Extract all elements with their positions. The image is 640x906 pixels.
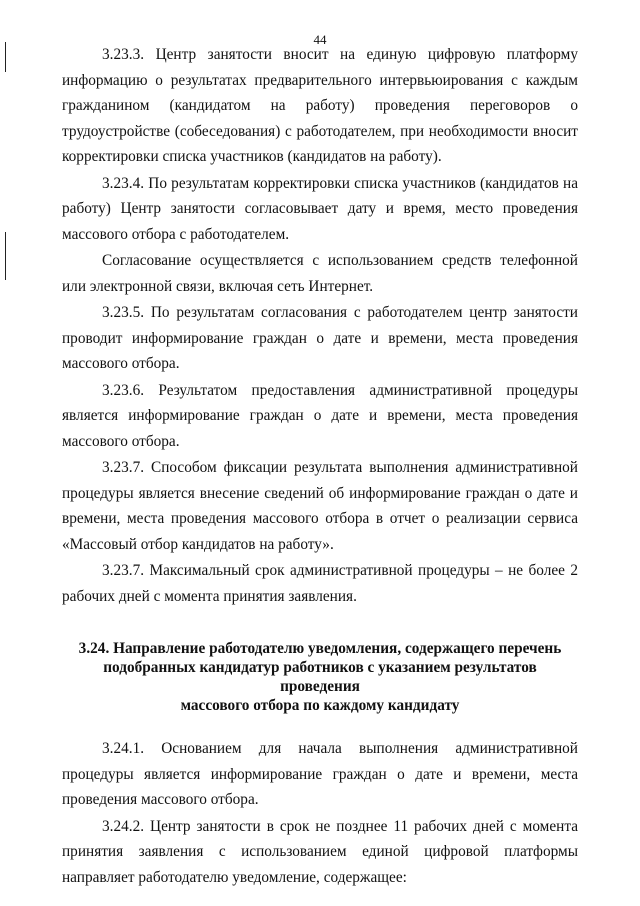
paragraph-3-24-2: 3.24.2. Центр занятости в срок не позднее 11 рабочих дней с момента принятия заявления с использованием единой цифровой платформы направляет работодателю уведомление, содержащее:	[62, 817, 578, 886]
page-number: 44	[313, 32, 327, 47]
section-heading-line: 3.24. Направление работодателю уведомления, содержащего перечень	[78, 640, 562, 657]
paragraph-3-24-1: 3.24.1. Основанием для начала выполнения административной процедуры является информирование граждан о дате и времени, места проведения массового отбора.	[62, 740, 578, 808]
margin-mark-lower	[5, 232, 6, 280]
section-heading-line: массового отбора по каждому кандидату	[180, 697, 460, 714]
document-body	[62, 42, 578, 890]
section-heading-3-24	[62, 639, 578, 715]
paragraph-coordination: Согласование осуществляется с использованием средств телефонной или электронной связи, включая сеть Интернет.	[62, 252, 578, 295]
paragraph-3-23-5: 3.23.5. По результатам согласования с работодателем центр занятости проводит информирование граждан о дате и времени, места проведения массового отбора.	[62, 304, 578, 372]
paragraph-3-23-7-fixation: 3.23.7. Способом фиксации результата выполнения административной процедуры является внесение сведений об информирование граждан о дате и времени, места проведения массового отбора в отчет о реализации сервиса «Массовый отбор кандидатов на работу».	[62, 459, 578, 553]
section-heading-line: подобранных кандидатур работников с указанием результатов проведения	[103, 659, 537, 695]
paragraph-3-23-4: 3.23.4. По результатам корректировки списка участников (кандидатов на работу) Центр занятости согласовывает дату и время, место проведения массового отбора с работодателем.	[62, 174, 578, 243]
paragraph-3-23-7-deadline: 3.23.7. Максимальный срок административной процедуры – не более 2 рабочих дней с момента принятия заявления.	[62, 562, 578, 605]
paragraph-3-23-6: 3.23.6. Результатом предоставления административной процедуры является информирование граждан о дате и времени, места проведения массового отбора.	[62, 381, 578, 450]
paragraph-3-23-3: 3.23.3. Центр занятости вносит на единую цифровую платформу информацию о результатах предварительного интервьюирования с каждым гражданином (кандидатом на работу) проведения переговоров о трудоустройстве (собеседования) с работодателем, при необходимости вносит корректировки списка участников (кандидатов на работу).	[62, 46, 578, 165]
